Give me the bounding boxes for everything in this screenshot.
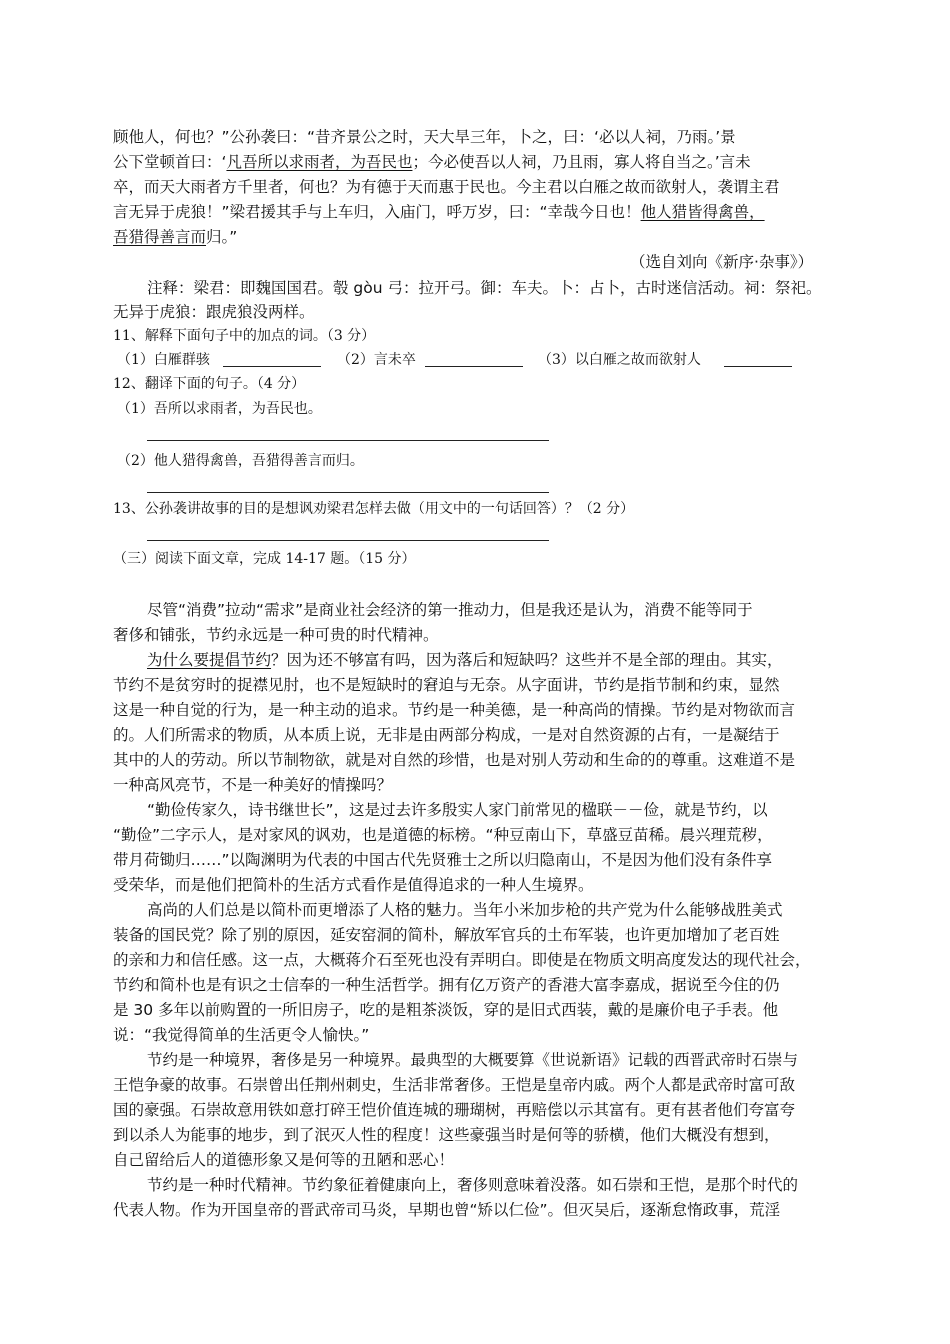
- passage2-line-10: “勤俭”二字示人，是对家风的讽劝，也是道德的标榜。“种豆南山下，草盛豆苗稀。晨兴理荒秽，: [113, 826, 773, 844]
- passage1-line-1: 顾他人，何也？”公孙袭曰：“昔齐景公之时，天大旱三年，卜之，曰：‘必以人祠，乃雨。’景: [113, 128, 736, 146]
- q11-item-1: （1）白雁群骇: [117, 352, 210, 368]
- passage1-line-4: 言无异于虎狼！”梁君援其手与上车归，入庙门，呼万岁，曰：“幸哉今日也！他人猎皆得禽兽，: [113, 203, 765, 221]
- passage2-line-8: 一种高风亮节，不是一种美好的情操吗？: [113, 776, 393, 794]
- passage2-line-19: 节约是一种境界，奢侈是另一种境界。最典型的大概要算《世说新语》记载的西晋武帝时石崇与: [147, 1051, 799, 1069]
- q12-answer-line-1[interactable]: [147, 440, 549, 441]
- q11-item-2: （2）言未卒: [337, 352, 416, 368]
- q12-item-2: （2）他人猎得禽兽，吾猎得善言而归。: [117, 453, 364, 469]
- passage2-line-6: 的。人们所需求的物质，从本质上说，无非是由两部分构成，一是对自然资源的占有，一是凝结于: [113, 726, 780, 744]
- underlined-sentence-1: 凡吾所以求雨者，为吾民也: [226, 153, 413, 171]
- passage2-line-9: “勤俭传家久，诗书继世长”，这是过去许多殷实人家门前常见的楹联－－俭，就是节约，以: [147, 801, 768, 819]
- underlined-sentence-2a: 他人猎皆得禽兽，: [640, 203, 765, 221]
- passage2-line-11: 带月荷锄归……”以陶渊明为代表的中国古代先贤雅士之所以归隐南山，不是因为他们没有条件享: [113, 851, 773, 869]
- passage2-line-23: 自己留给后人的道德形象又是何等的丑陋和恶心！: [113, 1151, 455, 1169]
- underlined-sentence-2b: 吾猎得善言而: [113, 228, 207, 246]
- passage2-line-16: 节约和简朴也是有识之士信奉的一种生活哲学。拥有亿万资产的香港大富李嘉成，据说至今住的仍: [113, 976, 780, 994]
- passage2-line-25: 代表人物。作为开国皇帝的晋武帝司马炎，早期也曾“矫以仁俭”。但灭吴后，逐渐怠惰政事，荒淫: [113, 1201, 781, 1219]
- q11-item-3: （3）以白雁之故而欲射人: [538, 352, 701, 368]
- passage1-line-5: 吾猎得善言而归。”: [113, 228, 238, 246]
- q11-answer-blank-3[interactable]: [724, 366, 792, 367]
- q12-title: 12、翻译下面的句子。（4 分）: [113, 376, 306, 392]
- passage2-line-17: 是 30 多年以前购置的一所旧房子，吃的是粗茶淡饭，穿的是旧式西装，戴的是廉价电子手表。他: [113, 1001, 779, 1019]
- passage2-line-12: 受荣华，而是他们把简朴的生活方式看作是值得追求的一种人生境界。: [113, 876, 594, 894]
- underlined-question: 为什么要提倡节约: [147, 651, 272, 669]
- passage2-line-24: 节约是一种时代精神。节约象征着健康向上，奢侈则意味着没落。如石崇和王恺，是那个时代的: [147, 1176, 799, 1194]
- passage1-source: （选自刘向《新序·杂事》）: [630, 253, 814, 271]
- q12-item-1: （1）吾所以求雨者，为吾民也。: [117, 401, 322, 417]
- q11-title: 11、解释下面句子中的加点的词。（3 分）: [113, 328, 376, 344]
- q13-title: 13、公孙袭讲故事的目的是想讽劝梁君怎样去做（用文中的一句话回答）？（2 分）: [113, 501, 635, 517]
- passage1-line-2: 公下堂顿首曰：‘凡吾所以求雨者，为吾民也；今必使吾以人祠，乃且雨，寡人将自当之。’言未: [113, 153, 751, 171]
- passage2-line-21: 国的豪强。石崇故意用铁如意打碎王恺价值连城的珊瑚树，再赔偿以示其富有。更有甚者他们夸富夸: [113, 1101, 796, 1119]
- q12-answer-line-2[interactable]: [147, 492, 549, 493]
- passage2-line-20: 王恺争豪的故事。石崇曾出任荆州刺史，生活非常奢侈。王恺是皇帝内戚。两个人都是武帝时富可敌: [113, 1076, 796, 1094]
- passage2-line-7: 其中的人的劳动。所以节制物欲，就是对自然的珍惜，也是对别人劳动和生命的的尊重。这难道不是: [113, 751, 796, 769]
- passage2-line-2: 奢侈和铺张，节约永远是一种可贵的时代精神。: [113, 626, 439, 644]
- q11-answer-blank-1[interactable]: [223, 366, 321, 367]
- passage1-line-3: 卒，而天大雨者方千里者，何也？为有德于天而惠于民也。今主君以白雁之故而欲射人，袭谓主君: [113, 178, 780, 196]
- passage2-line-3: 为什么要提倡节约？因为还不够富有吗，因为落后和短缺吗？这些并不是全部的理由。其实，: [147, 651, 783, 669]
- passage2-line-14: 装备的国民党？除了别的原因，延安窑洞的简朴，解放军官兵的土布军装，也许更加增加了老百姓: [113, 926, 780, 944]
- q13-answer-line[interactable]: [147, 540, 549, 541]
- passage2-line-18: 说：“我觉得简单的生活更令人愉快。”: [113, 1026, 370, 1044]
- passage2-line-4: 节约不是贫穷时的捉襟见肘，也不是短缺时的窘迫与无奈。从字面讲，节约是指节制和约束，显然: [113, 676, 780, 694]
- passage2-line-15: 的亲和力和信任感。这一点，大概蒋介石至死也没有弄明白。即使是在物质文明高度发达的现代社会，: [113, 951, 811, 969]
- q11-answer-blank-2[interactable]: [425, 366, 523, 367]
- section3-heading: （三）阅读下面文章，完成 14-17 题。（15 分）: [113, 551, 416, 567]
- passage2-line-13: 高尚的人们总是以简朴而更增添了人格的魅力。当年小米加步枪的共产党为什么能够战胜美式: [147, 901, 783, 919]
- passage1-note-line-2: 无异于虎狼：跟虎狼没两样。: [113, 303, 315, 321]
- passage2-line-5: 这是一种自觉的行为，是一种主动的追求。节约是一种美德，是一种高尚的情操。节约是对物欲而言: [113, 701, 796, 719]
- passage2-line-1: 尽管“消费”拉动“需求”是商业社会经济的第一推动力，但是我还是认为，消费不能等同于: [147, 601, 753, 619]
- passage1-note-line-1: 注释：梁君：即魏国国君。彀 gòu 弓：拉开弓。御：车夫。卜：占卜，古时迷信活动。祠：祭祀。: [147, 279, 822, 297]
- passage2-line-22: 到以杀人为能事的地步，到了泯灭人性的程度！这些豪强当时是何等的骄横，他们大概没有想到，: [113, 1126, 780, 1144]
